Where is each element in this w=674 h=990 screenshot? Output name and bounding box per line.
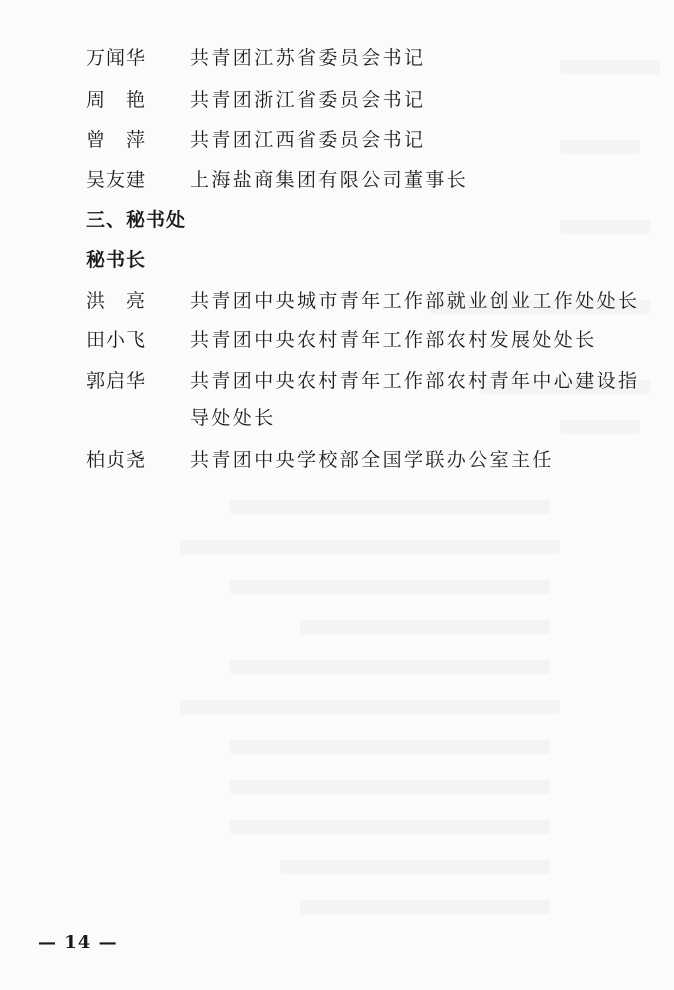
secretary-title: 共青团中央农村青年工作部农村青年中心建设指 <box>190 370 640 392</box>
member-title: 共青团江西省委员会书记 <box>190 129 426 151</box>
member-name: 万闻华 <box>86 47 147 69</box>
member-title: 上海盐商集团有限公司董事长 <box>190 169 469 191</box>
member-name: 吴友建 <box>86 169 147 191</box>
section-subheading: 秘书长 <box>86 249 147 271</box>
secretary-title: 共青团中央学校部全国学联办公室主任 <box>190 449 554 471</box>
secretary-title-continuation: 导处处长 <box>190 407 276 429</box>
section-heading: 三、秘书处 <box>86 209 187 231</box>
member-title: 共青团江苏省委员会书记 <box>190 47 426 69</box>
member-title: 共青团浙江省委员会书记 <box>190 89 426 111</box>
secretary-name: 柏贞尧 <box>86 449 147 471</box>
secretary-name: 郭启华 <box>86 370 147 392</box>
member-name: 曾 萍 <box>86 129 147 151</box>
member-name: 周 艳 <box>86 89 147 111</box>
secretary-name: 洪 亮 <box>86 290 147 312</box>
secretary-title: 共青团中央农村青年工作部农村发展处处长 <box>190 329 597 351</box>
secretary-name: 田小飞 <box>86 329 147 351</box>
secretary-title: 共青团中央城市青年工作部就业创业工作处处长 <box>190 290 640 312</box>
page-number: — 14 — <box>38 932 118 953</box>
